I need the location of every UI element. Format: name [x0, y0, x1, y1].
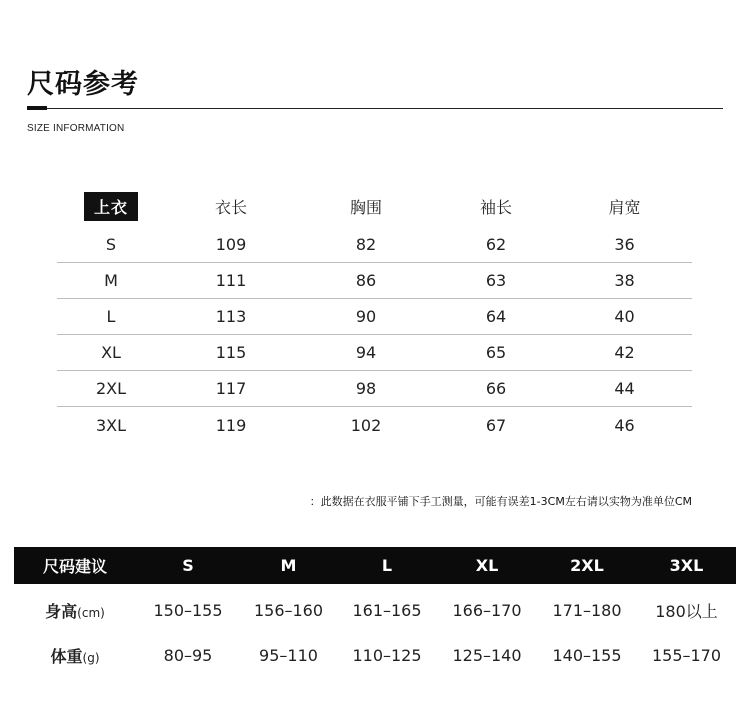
size-table — [57, 185, 692, 443]
size-header-cell: S — [182, 556, 194, 575]
header-cell: 肩宽 — [608, 197, 641, 217]
size-cell: 2XL — [95, 379, 127, 398]
page-title: 尺码参考 — [27, 69, 139, 100]
title-accent-bar — [27, 106, 47, 110]
size-cell: 3XL — [95, 415, 127, 435]
size-header-cell: 2XL — [570, 556, 604, 575]
value-cell: 110–125 — [352, 646, 422, 665]
size-cell: S — [105, 235, 117, 254]
table-row — [57, 263, 692, 299]
page-subtitle: SIZE INFORMATION — [27, 123, 125, 134]
size-recommendation-table — [14, 547, 736, 678]
value-cell: 115 — [215, 343, 247, 362]
title-divider — [27, 108, 723, 109]
measurement-note: ：此数据在衣服平铺下手工测量，可能有误差1-3CM左右请以实物为准单位CM — [309, 495, 692, 508]
header-cell: 衣长 — [214, 197, 247, 217]
value-cell: 40 — [614, 307, 635, 326]
value-cell: 113 — [215, 307, 247, 326]
recommendation-header-label: 尺码建议 — [42, 557, 107, 576]
row-label-height — [14, 599, 136, 622]
value-cell: 63 — [485, 271, 507, 290]
value-cell: 111 — [215, 271, 247, 290]
value-cell: 140–155 — [552, 646, 622, 665]
value-cell: 46 — [614, 415, 635, 435]
value-cell: 94 — [355, 343, 377, 362]
size-cell: XL — [101, 343, 121, 362]
value-cell: 180以上 — [655, 602, 718, 621]
size-cell: L — [106, 307, 116, 326]
value-cell: 66 — [485, 379, 507, 398]
value-cell: 119 — [215, 415, 247, 435]
value-cell: 155–170 — [651, 646, 722, 665]
size-header-cell: L — [381, 556, 393, 575]
size-table-header — [57, 185, 692, 227]
value-cell: 150–155 — [153, 601, 223, 620]
value-cell: 42 — [614, 343, 635, 362]
table-row — [57, 299, 692, 335]
size-cell: M — [104, 271, 118, 290]
table-row — [57, 335, 692, 371]
value-cell: 65 — [485, 343, 507, 362]
header-cell: 胸围 — [349, 197, 382, 217]
table-row-height — [14, 588, 736, 633]
value-cell: 86 — [355, 271, 377, 290]
row-label: 身高 — [45, 602, 78, 621]
table-row — [57, 227, 692, 263]
row-unit: (g) — [82, 651, 100, 665]
value-cell: 102 — [350, 415, 382, 435]
table-row — [57, 371, 692, 407]
value-cell: 95–110 — [259, 646, 318, 665]
value-cell: 67 — [485, 415, 507, 435]
value-cell: 98 — [355, 379, 377, 398]
header-cell: 袖长 — [479, 197, 512, 217]
category-badge: 上衣 — [84, 192, 138, 221]
value-cell: 156–160 — [253, 601, 324, 620]
value-cell: 82 — [355, 235, 377, 254]
value-cell: 109 — [215, 235, 247, 254]
value-cell: 36 — [614, 235, 635, 254]
value-cell: 90 — [355, 307, 377, 326]
value-cell: 80–95 — [163, 646, 213, 665]
value-cell: 166–170 — [452, 601, 522, 620]
size-header-cell: M — [280, 556, 297, 575]
size-header-cell: XL — [475, 556, 499, 575]
recommendation-header — [14, 547, 736, 584]
value-cell: 44 — [614, 379, 635, 398]
value-cell: 38 — [614, 271, 635, 290]
row-unit: (cm) — [77, 606, 105, 620]
table-row — [57, 407, 692, 443]
value-cell: 117 — [215, 379, 247, 398]
size-header-cell: 3XL — [669, 556, 704, 575]
table-row-weight — [14, 633, 736, 678]
value-cell: 171–180 — [552, 601, 622, 620]
header-cell-category — [57, 192, 165, 221]
row-label: 体重 — [50, 647, 83, 666]
value-cell: 161–165 — [352, 601, 422, 620]
value-cell: 64 — [485, 307, 507, 326]
row-label-weight — [14, 644, 136, 667]
value-cell: 125–140 — [452, 646, 522, 665]
value-cell: 62 — [485, 235, 507, 254]
